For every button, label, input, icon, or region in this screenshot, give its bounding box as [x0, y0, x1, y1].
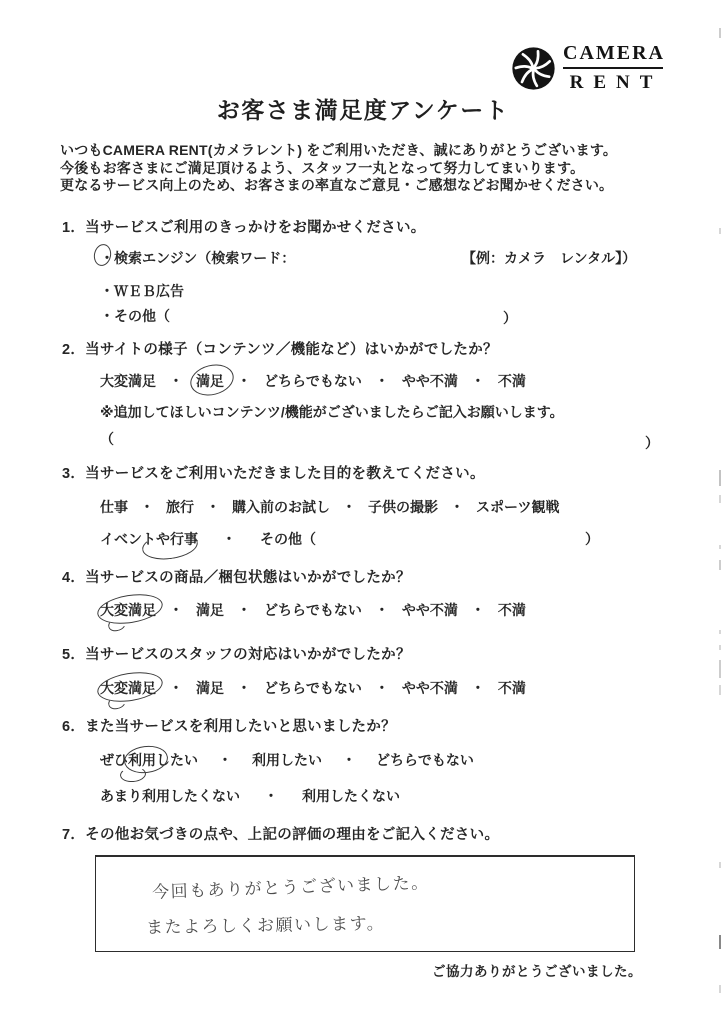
- scan-artifact: [719, 545, 721, 549]
- option-separator-dot: ・: [222, 531, 236, 547]
- q6-row-1: [100, 750, 474, 770]
- q2-rating-row: [100, 371, 526, 391]
- option-separator-dot: ・: [206, 499, 220, 515]
- option-separator-dot: ・: [342, 752, 356, 768]
- page-title: お客さま満足度アンケート: [216, 97, 510, 123]
- option-separator-dot: ・: [342, 499, 356, 515]
- q1-option-search-engine: [100, 248, 680, 268]
- q2-close-paren: ）: [645, 435, 659, 451]
- q4-option-very-satisfied-circled: 大変満足: [100, 602, 156, 618]
- option-separator-dot: ・: [237, 680, 251, 696]
- q6-option-definitely-use-again-circled: ぜひ利用したい: [100, 752, 198, 768]
- q5-option-very-satisfied-circled: 大変満足: [100, 680, 156, 696]
- option-separator-dot: ・: [169, 602, 183, 618]
- q2-option-satisfied-circled: 満足: [196, 373, 224, 389]
- option-separator-dot: ・: [450, 499, 464, 515]
- scan-artifact: [719, 645, 721, 650]
- q5-option-dissatisfied: 不満: [497, 680, 526, 696]
- q3-option-trial-before-purchase: 購入前のお試し: [232, 499, 330, 515]
- q2-open-paren: （: [100, 431, 114, 447]
- intro-line: 今後もお客さまにご満足頂けるよう、スタッフ一丸となって努力してまいります。: [60, 159, 585, 176]
- q5-rating-row: [100, 678, 526, 698]
- q5-option-satisfied: 満足: [196, 680, 224, 696]
- q3-option-photographing-children: 子供の撮影: [368, 499, 438, 515]
- question-4-label: 4．当サービスの商品／梱包状態はいかがでしたか？: [62, 570, 411, 586]
- q1-option-web-ad: ・ＷＥＢ広告: [100, 283, 184, 299]
- q1-search-example: 【例：カメラ レンタル】）: [462, 250, 637, 266]
- scan-artifact: [719, 862, 721, 868]
- q6-option-neutral: どちらでもない: [376, 752, 474, 768]
- q3-purpose-row-1: [100, 497, 559, 517]
- question-6-label: 6．また当サービスを利用したいと思いましたか？: [62, 719, 396, 735]
- closing-thanks: ご協力ありがとうございました。: [432, 964, 642, 979]
- q3-option-work: 仕事: [100, 499, 128, 515]
- q6-option-rather-not-use: あまり利用したくない: [100, 788, 240, 804]
- q4-rating-row: [100, 600, 526, 620]
- q5-option-neutral: どちらでもない: [264, 680, 362, 696]
- q2-option-very-satisfied: 大変満足: [100, 373, 156, 389]
- q1-option-other: [100, 306, 520, 326]
- option-separator-dot: ・: [374, 602, 389, 618]
- q2-note: ※追加してほしいコンテンツ/機能がございましたらご記入お願いします。: [100, 404, 564, 420]
- brand-divider: [563, 67, 663, 69]
- option-separator-dot: ・: [264, 788, 278, 804]
- scan-artifact: [719, 685, 721, 695]
- question-7-label: 7．その他お気づきの点や、上記の評価の理由をご記入ください。: [62, 827, 500, 843]
- q4-option-satisfied: 満足: [196, 602, 224, 618]
- option-separator-dot: ・: [169, 373, 183, 389]
- brand-logo: [563, 42, 663, 94]
- option-separator-dot: ・: [169, 680, 183, 696]
- question-3-label: 3．当サービスをご利用いただきました目的を教えてください。: [62, 466, 485, 482]
- scan-artifact: [719, 660, 721, 678]
- intro-line: 更なるサービス向上のため、お客さまの率直なご意見・ご感想などお聞かせください。: [60, 177, 614, 193]
- q6-row-2: [100, 786, 400, 806]
- q3-option-other: その他（: [260, 531, 316, 547]
- q1-search-bullet-circle-mark: ・: [100, 250, 114, 266]
- q3-purpose-row-2: [100, 529, 620, 549]
- q1-option-search-label: 検索エンジン（検索ワード：: [114, 250, 296, 266]
- q6-option-use-again: 利用したい: [252, 752, 322, 768]
- option-separator-dot: ・: [237, 373, 251, 389]
- scan-artifact: [719, 560, 721, 570]
- brand-name-bottom: RENT: [569, 72, 663, 93]
- scan-artifact: [719, 28, 721, 38]
- option-separator-dot: ・: [237, 602, 251, 618]
- scan-artifact: [719, 630, 721, 634]
- q7-comment-box: [95, 855, 635, 952]
- q3-option-travel: 旅行: [166, 499, 194, 515]
- q2-option-neutral: どちらでもない: [264, 373, 362, 389]
- scan-artifact: [719, 495, 721, 503]
- q6-option-will-not-use: 利用したくない: [302, 788, 400, 804]
- intro-line: いつもCAMERA RENT(カメラレント) をご利用いただき、誠にありがとうございます。: [60, 142, 618, 158]
- option-separator-dot: ・: [470, 602, 485, 618]
- q4-option-neutral: どちらでもない: [264, 602, 362, 618]
- q3-other-close-paren: ）: [585, 531, 599, 547]
- q4-option-somewhat-dissatisfied: やや不満: [401, 602, 458, 618]
- question-1-label: 1．当サービスご利用のきっかけをお聞かせください。: [62, 220, 426, 236]
- option-separator-dot: ・: [374, 680, 389, 696]
- q1-option-other-label: ・その他（: [100, 308, 170, 324]
- option-separator-dot: ・: [470, 373, 485, 389]
- handwritten-comment-line: 今回もありがとうございました。: [151, 873, 430, 902]
- q2-free-entry-line: [100, 429, 659, 451]
- scan-artifact: [719, 470, 721, 486]
- q2-option-somewhat-dissatisfied: やや不満: [401, 373, 458, 389]
- aperture-icon: [511, 46, 556, 91]
- q4-option-dissatisfied: 不満: [497, 602, 526, 618]
- q3-option-sports-viewing: スポーツ観戦: [476, 499, 560, 515]
- scan-artifact: [719, 985, 721, 993]
- option-separator-dot: ・: [470, 680, 485, 696]
- question-5-label: 5．当サービスのスタッフの対応はいかがでしたか？: [62, 647, 411, 663]
- q2-option-dissatisfied: 不満: [497, 373, 526, 389]
- q3-option-events-circled: イベントや行事: [100, 531, 198, 547]
- handwritten-comment-line: またよろしくお願いします。: [145, 913, 386, 938]
- q1-other-close-paren: ）: [503, 310, 517, 326]
- brand-name-top: CAMERA: [563, 42, 665, 64]
- q5-option-somewhat-dissatisfied: やや不満: [401, 680, 458, 696]
- option-separator-dot: ・: [218, 752, 232, 768]
- scan-artifact: [719, 228, 721, 234]
- option-separator-dot: ・: [140, 499, 154, 515]
- question-2-label: 2．当サイトの様子（コンテンツ／機能など）はいかがでしたか？: [62, 342, 498, 358]
- scan-artifact: [719, 935, 721, 949]
- option-separator-dot: ・: [374, 373, 389, 389]
- intro-paragraph: [60, 142, 680, 195]
